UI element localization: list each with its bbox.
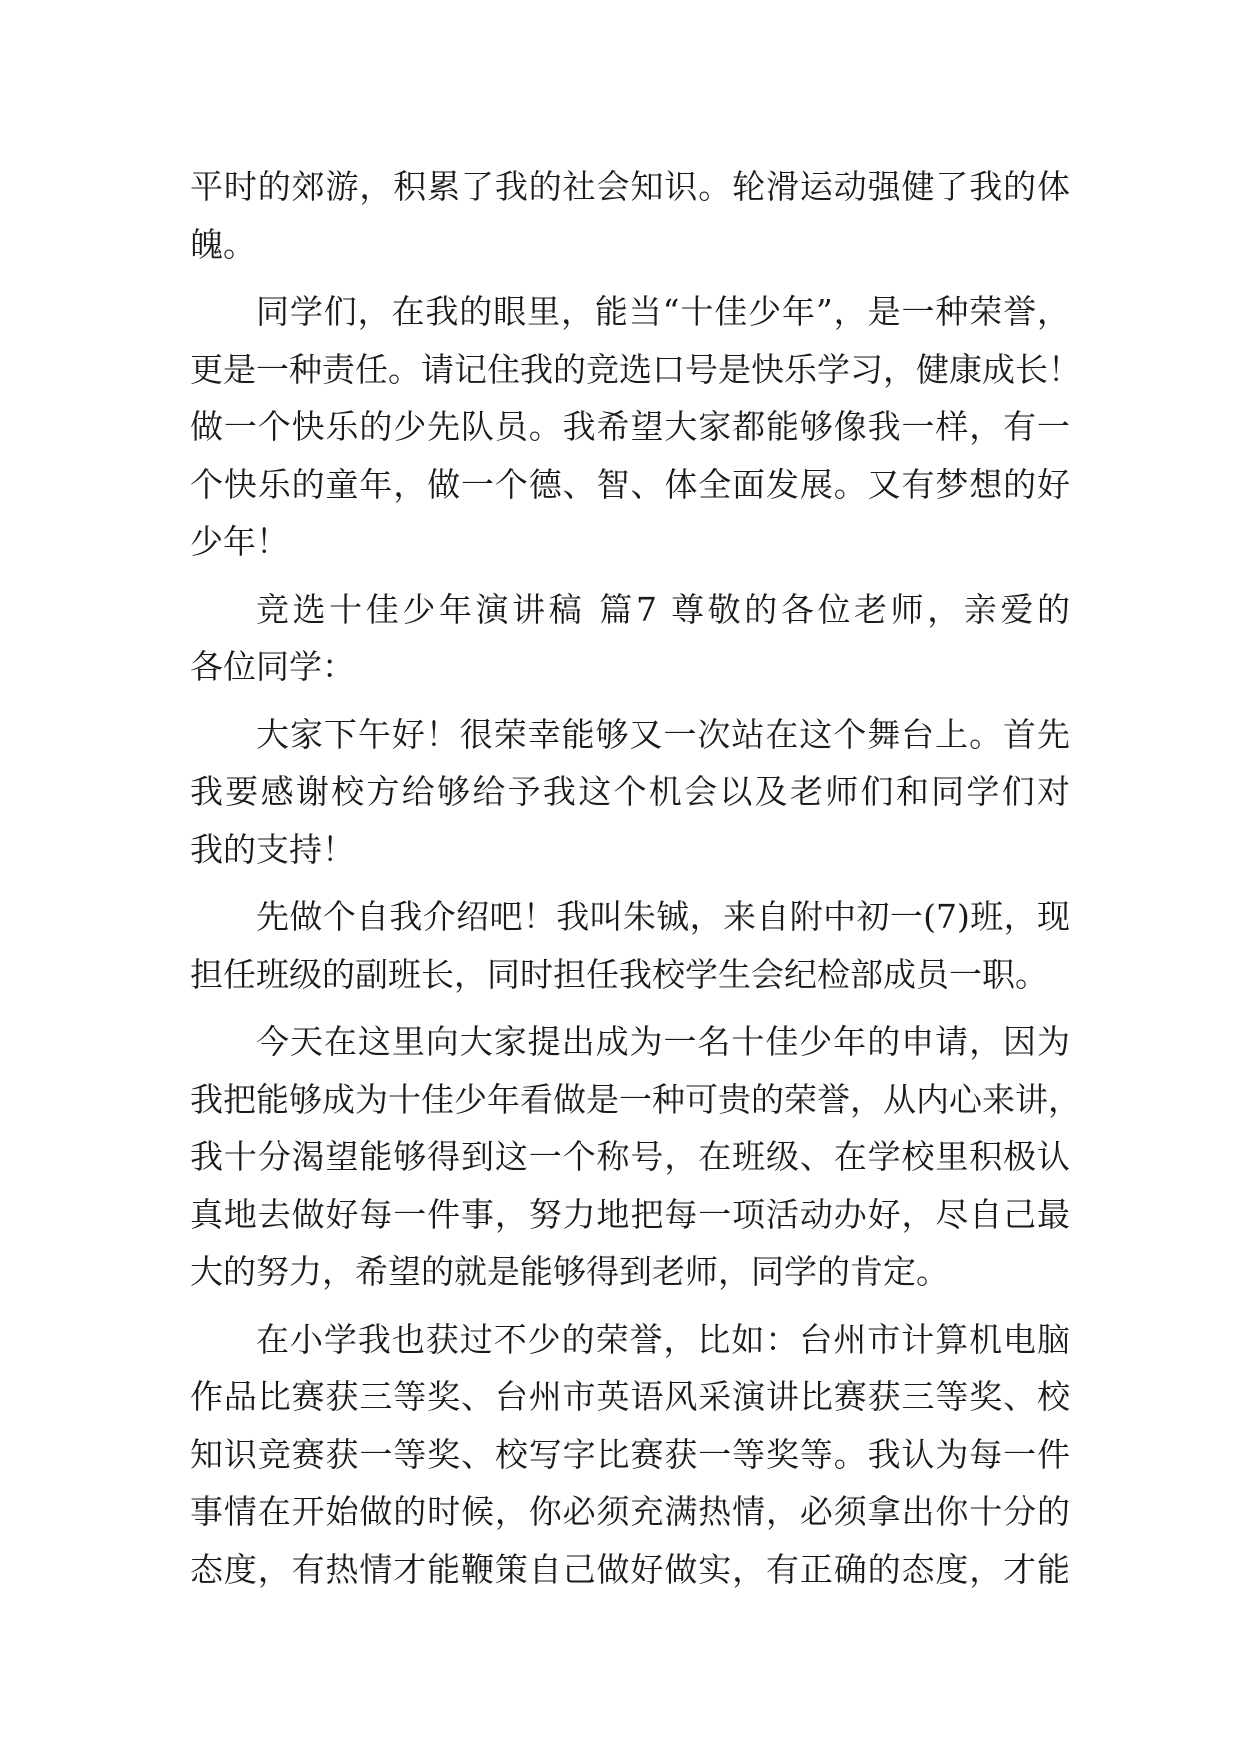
- text-line: 态度，有热情才能鞭策自己做好做实，有正确的态度，才能: [190, 1549, 1070, 1589]
- text-line: 担任班级的副班长，同时担任我校学生会纪检部成员一职。: [190, 954, 1048, 994]
- paragraph: [190, 581, 1070, 696]
- text-line: 平时的郊游，积累了我的社会知识。轮滑运动强健了我的体: [190, 167, 1070, 206]
- paragraph: [190, 158, 1070, 273]
- paragraph: [190, 1013, 1081, 1301]
- paragraph: [190, 283, 1081, 571]
- text-line: 我把能够成为十佳少年看做是一种可贵的荣誉，从内心来讲，: [190, 1079, 1081, 1119]
- section-heading-line: 竞选十佳少年演讲稿 篇7 尊敬的各位老师，亲爱的: [256, 589, 1070, 629]
- text-line: 魄。: [190, 224, 256, 264]
- paragraph: [190, 706, 1070, 879]
- text-line: 个快乐的童年，做一个德、智、体全面发展。又有梦想的好: [190, 464, 1070, 504]
- text-line: 我十分渴望能够得到这一个称号，在班级、在学校里积极认: [190, 1137, 1070, 1176]
- text-line: 大家下午好！很荣幸能够又一次站在这个舞台上。首先: [256, 714, 1070, 754]
- paragraph: [190, 888, 1070, 1003]
- text-line: 同学们，在我的眼里，能当“十佳少年”，是一种荣誉，: [256, 292, 1070, 331]
- text-line: 大的努力，希望的就是能够得到老师，同学的肯定。: [190, 1252, 949, 1291]
- text-line: 先做个自我介绍吧！我叫朱铖，来自附中初一(7)班，现: [256, 897, 1070, 936]
- document-body: [190, 158, 1081, 1598]
- text-line: 我的支持！: [190, 829, 355, 869]
- paragraph: [190, 1311, 1070, 1599]
- text-line: 真地去做好每一件事，努力地把每一项活动办好，尽自己最: [190, 1194, 1070, 1234]
- text-line: 做一个快乐的少先队员。我希望大家都能够像我一样，有一: [190, 407, 1070, 446]
- text-line: 事情在开始做的时候，你必须充满热情，必须拿出你十分的: [190, 1492, 1070, 1531]
- text-line: 我要感谢校方给够给予我这个机会以及老师们和同学们对: [190, 772, 1070, 811]
- text-line: 作品比赛获三等奖、台州市英语风采演讲比赛获三等奖、校: [190, 1377, 1070, 1416]
- text-line: 各位同学：: [190, 647, 355, 686]
- text-line: 在小学我也获过不少的荣誉，比如：台州市计算机电脑: [256, 1319, 1070, 1359]
- text-line: 今天在这里向大家提出成为一名十佳少年的申请，因为: [256, 1022, 1070, 1061]
- text-line: 知识竞赛获一等奖、校写字比赛获一等奖等。我认为每一件: [190, 1434, 1070, 1474]
- text-line: 少年！: [190, 522, 289, 561]
- text-line: 更是一种责任。请记住我的竞选口号是快乐学习，健康成长！: [190, 349, 1081, 389]
